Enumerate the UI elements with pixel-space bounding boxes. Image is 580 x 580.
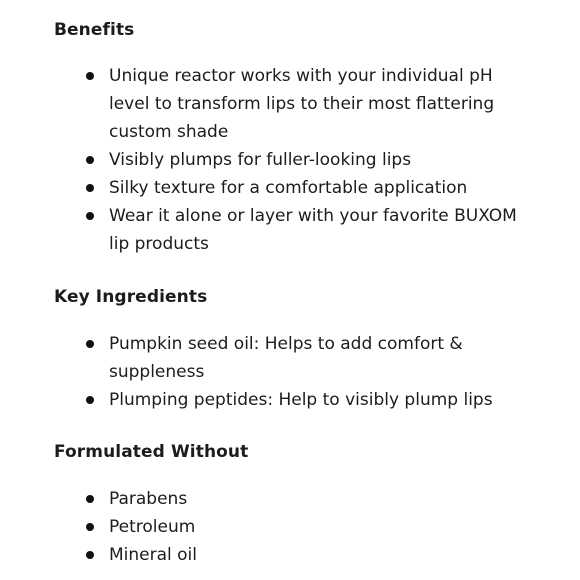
list-item: Plumping peptides: Help to visibly plump lips (54, 386, 534, 414)
benefits-list (54, 62, 534, 258)
list-item: Petroleum (54, 513, 534, 541)
section-heading-formulated-without: Formulated Without (54, 442, 249, 462)
list-item: Pumpkin seed oil: Helps to add comfort & suppleness (54, 330, 534, 386)
list-item: Parabens (54, 485, 534, 513)
section-heading-benefits: Benefits (54, 20, 135, 40)
formulated-without-list (54, 485, 534, 569)
list-item: Mineral oil (54, 541, 534, 569)
section-heading-key-ingredients: Key Ingredients (54, 287, 208, 307)
list-item: Unique reactor works with your individual pH level to transform lips to their most flattering custom shade (54, 62, 534, 146)
list-item: Wear it alone or layer with your favorite BUXOM lip products (54, 202, 534, 258)
list-item: Visibly plumps for fuller-looking lips (54, 146, 534, 174)
list-item: Silky texture for a comfortable application (54, 174, 534, 202)
key-ingredients-list (54, 330, 534, 414)
